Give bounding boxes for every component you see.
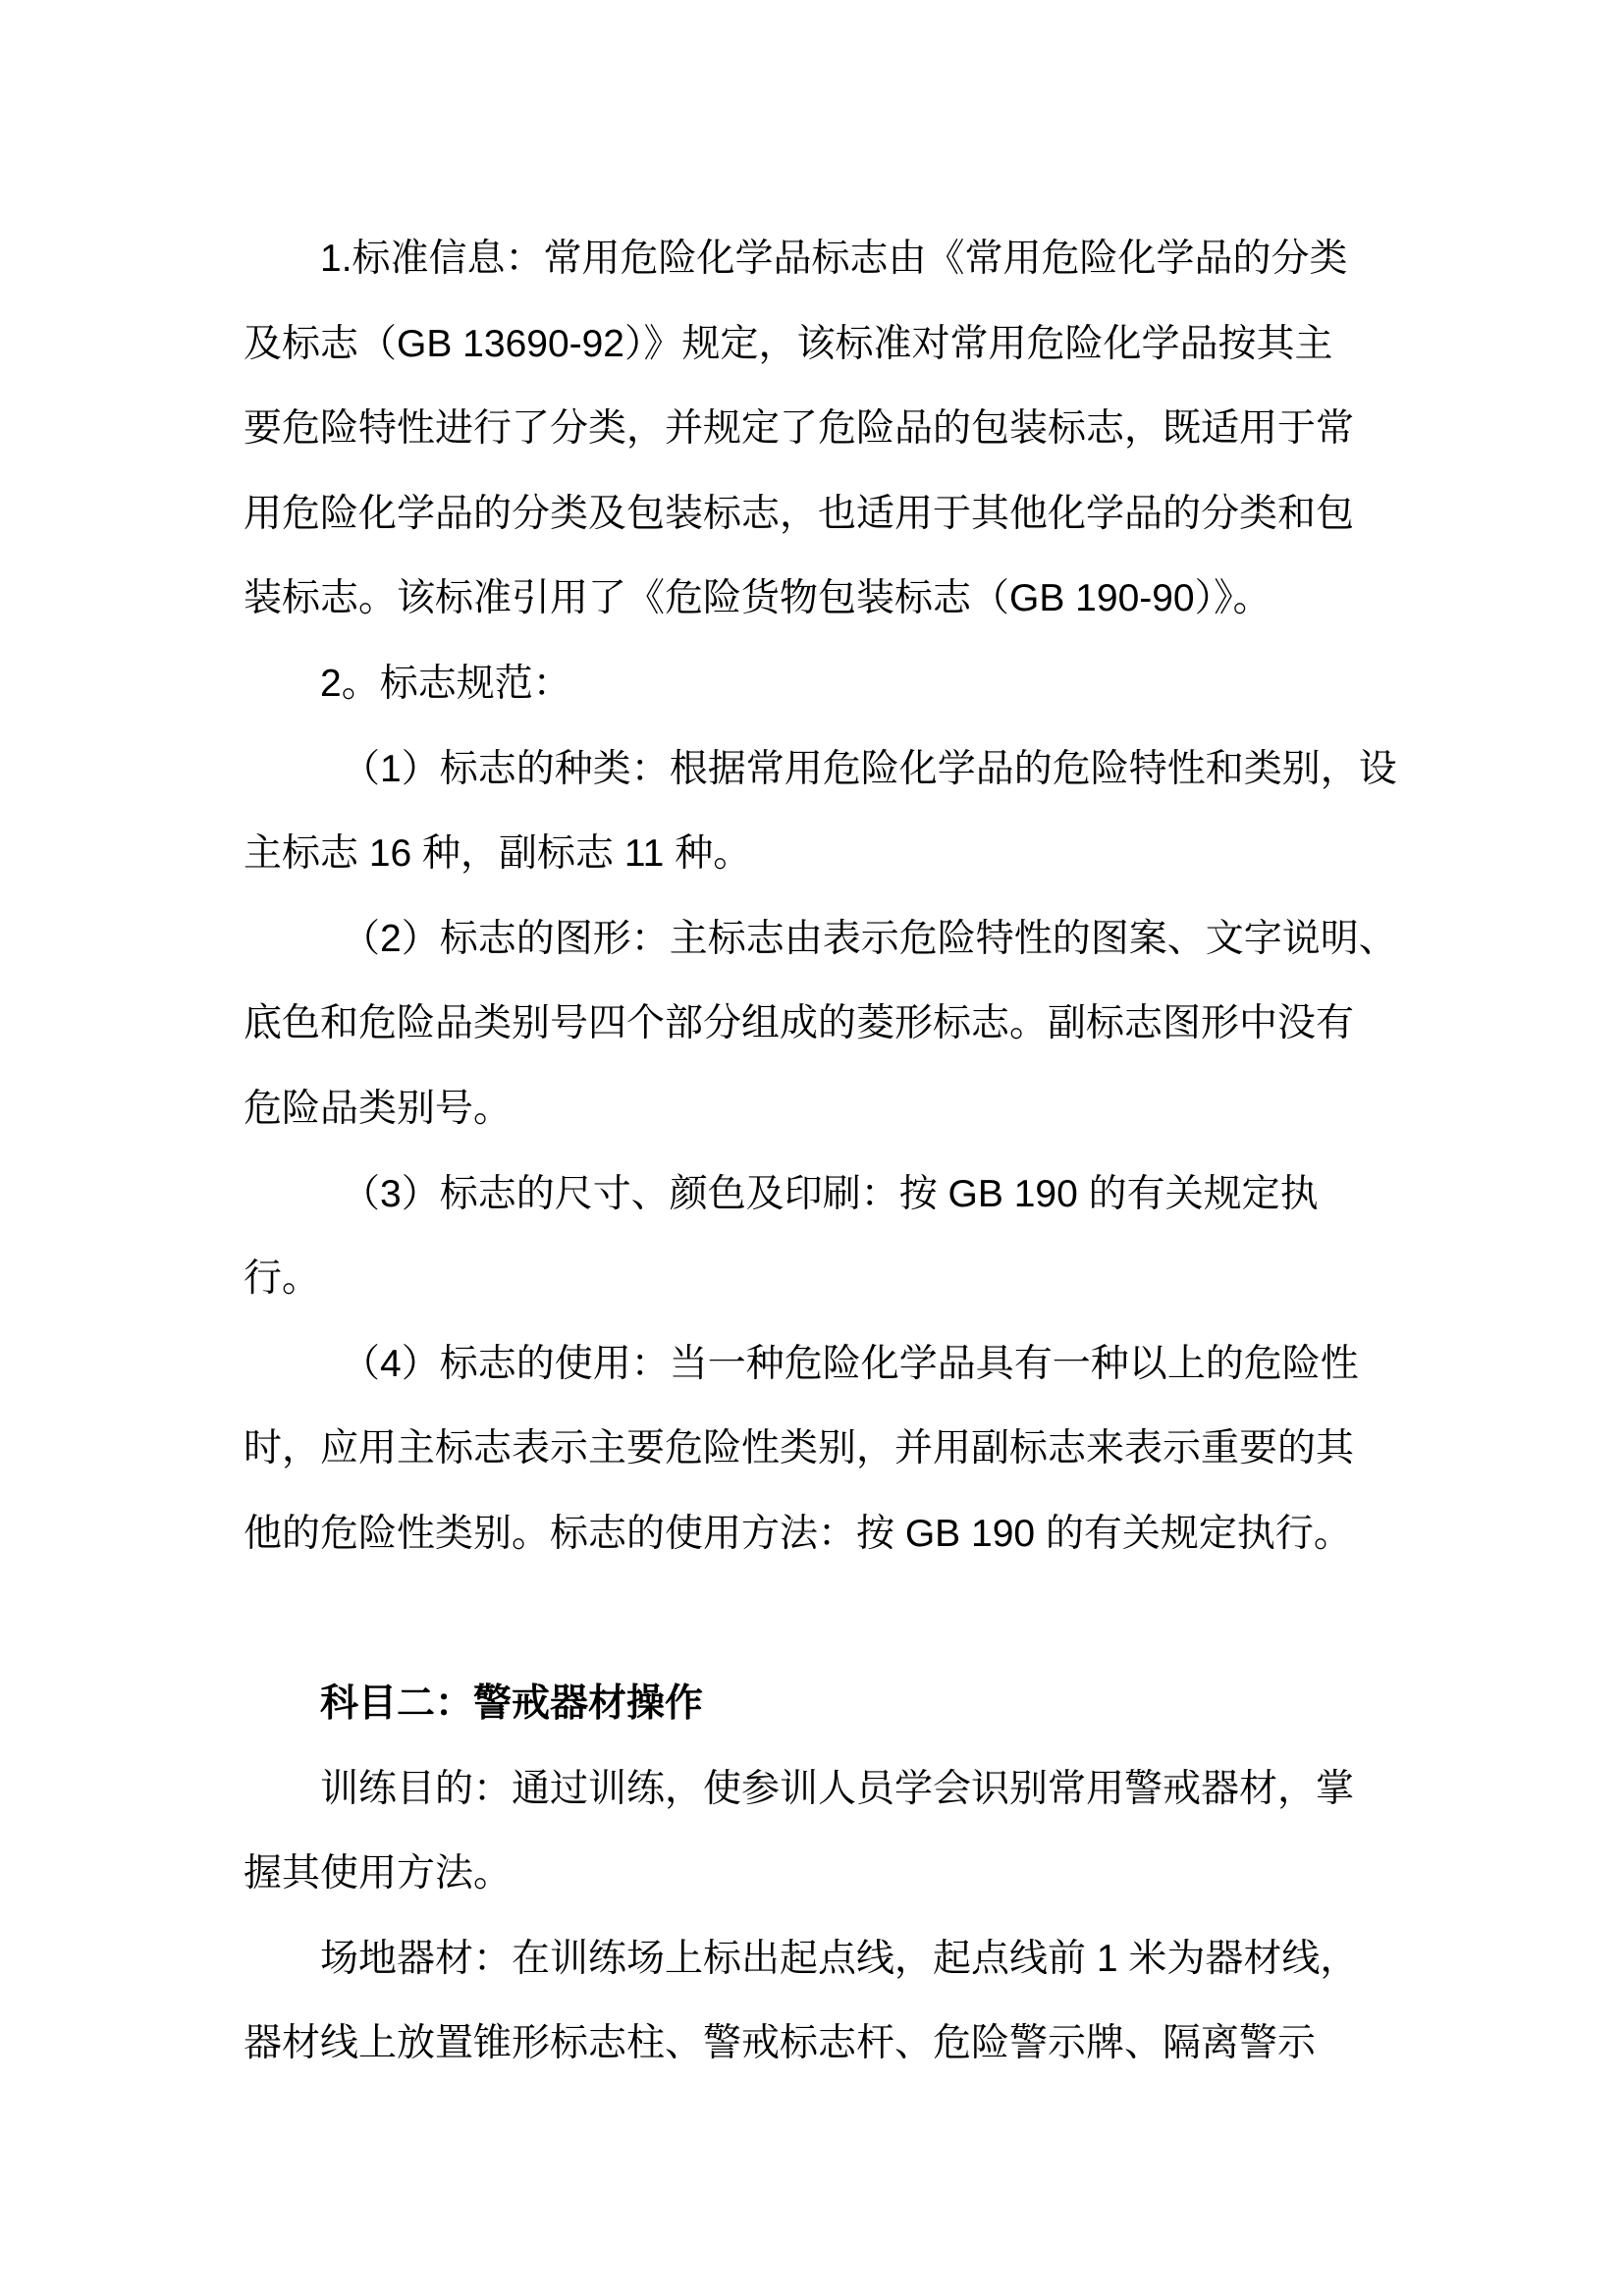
text-line: 危险品类别号。 xyxy=(243,1087,513,1130)
text-line: 及标志（GB 13690-92）》规定，该标准对常用危险化学品按其主 xyxy=(243,322,1333,365)
text-line: （3）标志的尺寸、颜色及印刷：按 GB 190 的有关规定执 xyxy=(342,1172,1319,1215)
blank-line xyxy=(243,1577,1373,1663)
text-line: 2。标志规范： xyxy=(320,662,571,705)
text-line: 时，应用主标志表示主要危险性类别，并用副标志来表示重要的其 xyxy=(243,1427,1355,1470)
text-line: 主标志 16 种，副标志 11 种。 xyxy=(243,832,752,876)
text-line: 1.标准信息：常用危险化学品标志由《常用危险化学品的分类 xyxy=(320,238,1348,280)
text-line: （1）标志的种类：根据常用危险化学品的危险特性和类别，设 xyxy=(342,747,1397,790)
text-line: （4）标志的使用：当一种危险化学品具有一种以上的危险性 xyxy=(342,1342,1359,1385)
section-heading: 科目二：警戒器材操作 xyxy=(320,1682,704,1726)
text-line: 用危险化学品的分类及包装标志，也适用于其他化学品的分类和包 xyxy=(243,492,1355,535)
text-line: 场地器材：在训练场上标出起点线，起点线前 1 米为器材线， xyxy=(320,1937,1359,1980)
text-line: 握其使用方法。 xyxy=(243,1852,513,1896)
text-line: 器材线上放置锥形标志柱、警戒标志杆、危险警示牌、隔离警示 xyxy=(243,2022,1317,2065)
text-line: 要危险特性进行了分类，并规定了危险品的包装标志，既适用于常 xyxy=(243,407,1355,451)
text-block xyxy=(243,217,1397,2087)
text-line: 训练目的：通过训练，使参训人员学会识别常用警戒器材，掌 xyxy=(320,1767,1355,1810)
text-line: 装标志。该标准引用了《危险货物包装标志（GB 190-90）》。 xyxy=(243,577,1271,620)
text-line: 底色和危险品类别号四个部分组成的菱形标志。副标志图形中没有 xyxy=(243,1002,1355,1045)
text-line: （2）标志的图形：主标志由表示危险特性的图案、文字说明、 xyxy=(342,917,1397,960)
text-line: 他的危险性类别。标志的使用方法：按 GB 190 的有关规定执行。 xyxy=(243,1512,1352,1555)
text-line: 行。 xyxy=(243,1257,321,1301)
